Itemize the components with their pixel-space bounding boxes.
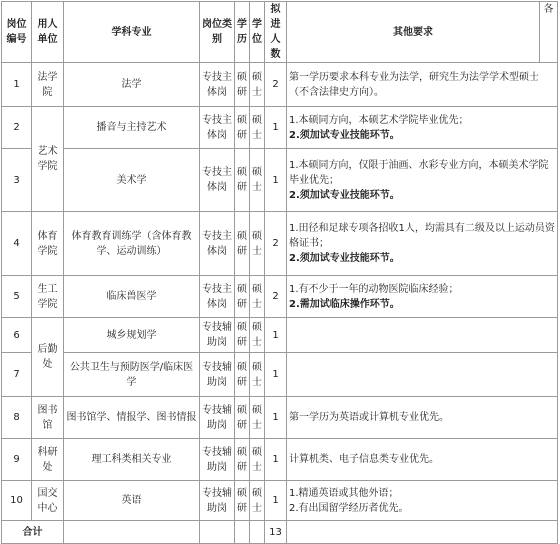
- edu-cell: 硕研: [235, 107, 250, 149]
- requirement-line: 第一学历为英语或计算机专业优先。: [289, 412, 449, 423]
- degree-cell: 硕士: [250, 107, 265, 149]
- edu-cell: 硕研: [235, 439, 250, 481]
- row-no: 10: [2, 481, 32, 521]
- edu-cell: 硕研: [235, 318, 250, 353]
- count-cell: 2: [265, 212, 287, 276]
- header-major: 学科专业: [64, 2, 200, 63]
- table-row: [2, 439, 558, 481]
- requirement-cell: [287, 276, 558, 318]
- type-cell: 专技主体岗: [200, 63, 235, 107]
- requirement-cell: [287, 212, 558, 276]
- unit-cell: 体育学院: [32, 212, 64, 276]
- requirement-line: 第一学历要求本科专业为法学，研究生为法学学术型硕士（不含法律史方向）。: [289, 71, 539, 98]
- row-no: 1: [2, 63, 32, 107]
- edu-cell: 硕研: [235, 212, 250, 276]
- empty-cell: [235, 521, 250, 544]
- total-row: [2, 521, 558, 544]
- requirement-cell: [287, 481, 558, 521]
- requirement-cell: [287, 318, 558, 353]
- header-cut: 各: [540, 2, 558, 63]
- count-cell: 1: [265, 439, 287, 481]
- requirement-line: 2.有出国留学经历者优先。: [289, 502, 409, 514]
- empty-cell: [200, 521, 235, 544]
- unit-cell: 国交中心: [32, 481, 64, 521]
- requirement-cell: [287, 149, 558, 212]
- requirement-cell: [287, 107, 558, 149]
- table-row: [2, 318, 558, 353]
- header-type: 岗位类别: [200, 2, 235, 63]
- type-cell: 专技辅助岗: [200, 439, 235, 481]
- requirement-line: 2.需加试临床操作环节。: [289, 298, 400, 310]
- major-cell: 图书馆学、情报学、图书情报: [64, 397, 200, 439]
- row-no: 7: [2, 353, 32, 397]
- type-cell: 专技主体岗: [200, 276, 235, 318]
- degree-cell: 硕士: [250, 318, 265, 353]
- requirement-line: 计算机类、电子信息类专业优先。: [289, 454, 439, 465]
- row-no: 9: [2, 439, 32, 481]
- count-cell: 1: [265, 318, 287, 353]
- major-cell: 体育教育训练学（含体育教学、运动训练）: [64, 212, 200, 276]
- unit-cell: 图书馆: [32, 397, 64, 439]
- header-row: [2, 2, 558, 63]
- table-row: [2, 149, 558, 212]
- row-no: 6: [2, 318, 32, 353]
- header-count: 拟进人数: [265, 2, 287, 63]
- unit-cell: 法学院: [32, 63, 64, 107]
- degree-cell: 硕士: [250, 212, 265, 276]
- count-cell: 2: [265, 63, 287, 107]
- row-no: 2: [2, 107, 32, 149]
- requirement-line: 1.有不少于一年的动物医院临床经验；: [289, 283, 459, 295]
- major-cell: 城乡规划学: [64, 318, 200, 353]
- row-no: 8: [2, 397, 32, 439]
- degree-cell: 硕士: [250, 276, 265, 318]
- type-cell: 专技辅助岗: [200, 481, 235, 521]
- count-cell: 1: [265, 149, 287, 212]
- edu-cell: 硕研: [235, 63, 250, 107]
- requirement-line: 1.田径和足球专项各招收1人，均需具有二级及以上运动员资格证书；: [289, 223, 555, 249]
- table-row: [2, 353, 558, 397]
- degree-cell: 硕士: [250, 439, 265, 481]
- table-row: [2, 397, 558, 439]
- unit-cell: 生工学院: [32, 276, 64, 318]
- row-no: 4: [2, 212, 32, 276]
- requirement-line: 1.本硕同方向，本硕艺术学院毕业优先；: [289, 114, 469, 126]
- type-cell: 专技辅助岗: [200, 318, 235, 353]
- requirement-cell: [287, 63, 558, 107]
- degree-cell: 硕士: [250, 481, 265, 521]
- major-cell: 公共卫生与预防医学/临床医学: [64, 353, 200, 397]
- major-cell: 法学: [64, 63, 200, 107]
- row-no: 3: [2, 149, 32, 212]
- edu-cell: 硕研: [235, 276, 250, 318]
- header-degree: 学位: [250, 2, 265, 63]
- edu-cell: 硕研: [235, 353, 250, 397]
- empty-cell: [250, 521, 265, 544]
- requirement-cell: [287, 353, 558, 397]
- empty-cell: [287, 521, 558, 544]
- count-cell: 1: [265, 353, 287, 397]
- empty-cell: [64, 521, 200, 544]
- type-cell: 专技辅助岗: [200, 353, 235, 397]
- degree-cell: 硕士: [250, 397, 265, 439]
- degree-cell: 硕士: [250, 63, 265, 107]
- type-cell: 专技主体岗: [200, 107, 235, 149]
- major-cell: 临床兽医学: [64, 276, 200, 318]
- requirement-cell: [287, 397, 558, 439]
- major-cell: 理工科类相关专业: [64, 439, 200, 481]
- major-cell: 播音与主持艺术: [64, 107, 200, 149]
- unit-cell: 后勤处: [32, 318, 64, 397]
- degree-cell: 硕士: [250, 353, 265, 397]
- unit-cell: 艺术学院: [32, 107, 64, 212]
- header-unit: 用人单位: [32, 2, 64, 63]
- count-cell: 1: [265, 481, 287, 521]
- requirement-line: 1.精通英语或其他外语；: [289, 487, 399, 499]
- row-no: 5: [2, 276, 32, 318]
- edu-cell: 硕研: [235, 397, 250, 439]
- requirement-line: 2.须加试专业技能环节。: [289, 189, 400, 201]
- requirement-line: 2.须加试专业技能环节。: [289, 253, 400, 264]
- major-cell: 美术学: [64, 149, 200, 212]
- edu-cell: 硕研: [235, 149, 250, 212]
- table-row: [2, 63, 558, 107]
- count-cell: 2: [265, 276, 287, 318]
- requirement-line: 2.须加试专业技能环节。: [289, 129, 400, 141]
- total-count: 13: [265, 521, 287, 544]
- requirement-cell: [287, 439, 558, 481]
- table-row: [2, 212, 558, 276]
- header-edu: 学历: [235, 2, 250, 63]
- type-cell: 专技主体岗: [200, 212, 235, 276]
- count-cell: 1: [265, 107, 287, 149]
- table-row: [2, 481, 558, 521]
- major-cell: 英语: [64, 481, 200, 521]
- edu-cell: 硕研: [235, 481, 250, 521]
- degree-cell: 硕士: [250, 149, 265, 212]
- requirement-line: 1.本硕同方向，仅限于油画、水彩专业方向，本硕美术学院毕业优先；: [289, 159, 549, 186]
- type-cell: 专技主体岗: [200, 149, 235, 212]
- unit-cell: 科研处: [32, 439, 64, 481]
- recruitment-table: [1, 1, 558, 544]
- header-no: 岗位编号: [2, 2, 32, 63]
- table-row: [2, 107, 558, 149]
- type-cell: 专技辅助岗: [200, 397, 235, 439]
- header-other: 其他要求: [287, 2, 540, 63]
- total-label: 合计: [2, 521, 64, 544]
- count-cell: 1: [265, 397, 287, 439]
- table-row: [2, 276, 558, 318]
